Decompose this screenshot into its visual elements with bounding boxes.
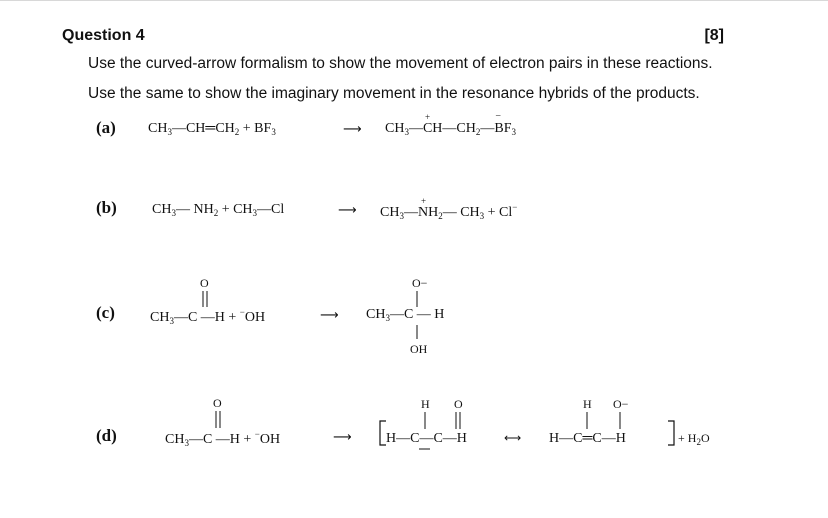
res1-chain: H—C—C—H: [386, 431, 467, 446]
part-c-product-oxide: O−: [412, 276, 428, 290]
part-c-product-hydroxyl: OH: [410, 342, 428, 356]
res1-top-h: H: [421, 397, 430, 411]
part-a-label: (a): [96, 118, 116, 137]
question-marks: [8]: [704, 27, 724, 44]
resonance-arrow: ⟷: [504, 431, 522, 445]
part-d-reactants: $CH_3—C$ —H + −OH: [165, 429, 281, 448]
part-b-reactants: $CH_3—$ $NH_2$ + $CH_3—Cl$: [152, 202, 285, 218]
part-c-label: (c): [96, 303, 115, 322]
part-c-reactants: $CH_3—C$ —H + −OH: [150, 307, 266, 326]
part-c-product: $CH_3—C$ — H: [366, 307, 445, 323]
part-b-products: $CH_3—NH$ + $_2$— $CH_3 + Cl^-$: [380, 196, 518, 221]
part-a-arrow: ⟶: [343, 122, 362, 137]
question-title: Question 4: [62, 27, 145, 44]
part-c-carbonyl-oxygen: O: [200, 276, 209, 290]
part-c-arrow: ⟶: [320, 308, 339, 323]
instruction-line-1: Use the curved-arrow formalism to show the movement of electron pairs in these reactions.: [88, 55, 713, 72]
part-d-arrow: ⟶: [333, 430, 352, 445]
part-b-label: (b): [96, 198, 117, 217]
res2-top-h: H: [583, 397, 592, 411]
res2-chain: H—C═C—H: [549, 431, 626, 446]
res1-top-o: O: [454, 397, 463, 411]
part-d-label: (d): [96, 426, 117, 445]
instruction-line-2: Use the same to show the imaginary movement in the resonance hybrids of the products.: [88, 85, 700, 102]
part-d-carbonyl-oxygen: O: [213, 396, 222, 410]
right-bracket: [668, 421, 674, 445]
part-b-arrow: ⟶: [338, 203, 357, 218]
part-a-reactants: $CH_3—CH═CH_2 + BF_3$: [148, 121, 276, 137]
part-d-byproduct: + $H_2O$: [678, 431, 710, 447]
part-a-products: $CH_3—CH$ + $—CH_2—B$ − $F_3$: [385, 111, 516, 137]
part-d-structure-svg: [0, 1, 828, 518]
res2-top-o: O−: [613, 397, 629, 411]
